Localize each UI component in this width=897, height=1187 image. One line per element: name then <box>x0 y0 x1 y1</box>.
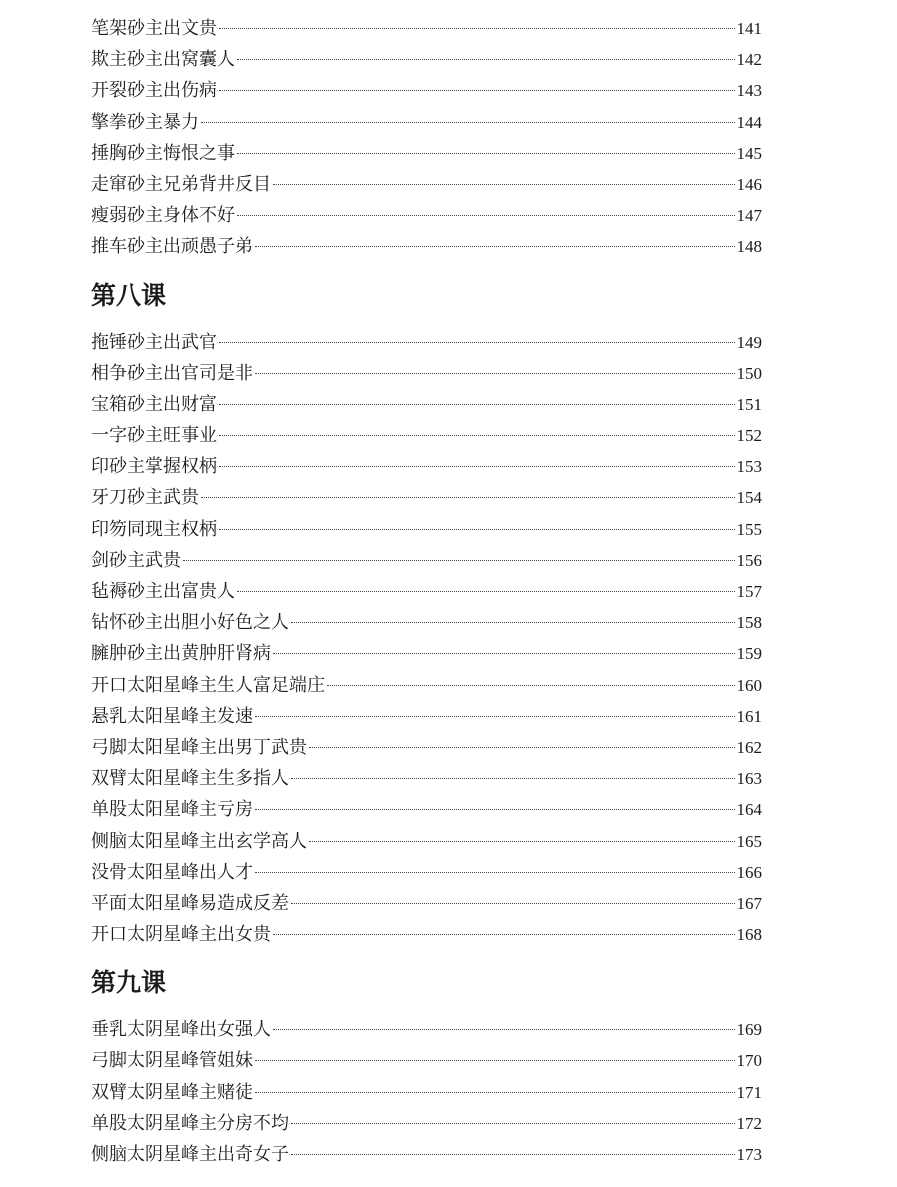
toc-entry-title: 开裂砂主出伤病 <box>91 80 217 102</box>
toc-entry-page: 157 <box>736 582 762 601</box>
dot-leader <box>255 809 735 810</box>
toc-entry[interactable] <box>91 13 762 44</box>
toc-entry-page: 164 <box>736 800 762 820</box>
toc-entry[interactable] <box>91 1139 762 1170</box>
toc-entry[interactable] <box>91 138 762 169</box>
toc-entry-page: 160 <box>736 675 762 695</box>
toc-entry[interactable] <box>91 857 762 888</box>
toc-entry[interactable] <box>91 1045 762 1076</box>
dot-leader <box>201 497 735 498</box>
toc-entry[interactable] <box>91 888 762 919</box>
toc-entry-title: 相争砂主出官司是非 <box>91 362 253 384</box>
dot-leader <box>201 122 735 123</box>
dot-leader <box>273 184 735 185</box>
toc-entry-page: 145 <box>736 143 762 163</box>
toc-entry-title: 印砂主掌握权柄 <box>91 456 217 478</box>
toc-entry-title: 一字砂主旺事业 <box>91 425 217 447</box>
toc-entry[interactable] <box>91 358 762 389</box>
toc-entry-title: 牙刀砂主武贵 <box>91 487 199 509</box>
toc-entry-page: 163 <box>736 769 762 789</box>
toc-entry-page: 143 <box>736 81 762 101</box>
dot-leader <box>273 934 735 935</box>
toc-entry[interactable] <box>91 670 762 701</box>
toc-entry[interactable] <box>91 545 762 576</box>
toc-entry-title: 双臂太阴星峰主赌徒 <box>91 1081 253 1103</box>
toc-entry-page: 158 <box>736 613 762 633</box>
toc-entry[interactable] <box>91 576 762 607</box>
toc-entry-title: 单股太阴星峰主分房不均 <box>91 1112 289 1134</box>
toc-entry[interactable] <box>91 514 762 545</box>
toc-entry-page: 168 <box>736 925 762 945</box>
toc-section-9 <box>91 1014 762 1170</box>
dot-leader <box>219 90 735 91</box>
toc-entry[interactable] <box>91 107 762 138</box>
toc-entry-title: 弓脚太阴星峰管姐妹 <box>91 1050 253 1072</box>
toc-entry[interactable] <box>91 231 762 262</box>
toc-entry-title: 剑砂主武贵 <box>91 549 181 571</box>
toc-entry[interactable] <box>91 701 762 732</box>
toc-entry-title: 捶胸砂主悔恨之事 <box>91 142 235 164</box>
toc-entry-title: 开口太阴星峰主出女贵 <box>91 924 271 946</box>
toc-entry-title: 宝箱砂主出财富 <box>91 393 217 415</box>
dot-leader <box>255 1092 735 1093</box>
dot-leader <box>183 560 735 561</box>
dot-leader <box>273 1029 735 1030</box>
dot-leader <box>255 246 735 247</box>
toc-entry[interactable] <box>91 1014 762 1045</box>
toc-entry-page: 147 <box>736 206 762 226</box>
section-heading: 第九课 <box>91 968 167 998</box>
toc-entry[interactable] <box>91 200 762 231</box>
toc-entry-page: 165 <box>736 831 762 851</box>
dot-leader <box>291 1154 735 1155</box>
dot-leader <box>237 215 735 216</box>
dot-leader <box>255 373 735 374</box>
dot-leader <box>219 342 735 343</box>
toc-entry[interactable] <box>91 482 762 513</box>
dot-leader <box>219 466 735 467</box>
dot-leader <box>273 653 735 654</box>
dot-leader <box>291 903 735 904</box>
toc-entry-title: 走窜砂主兄弟背井反目 <box>91 173 271 195</box>
toc-section-8 <box>91 327 762 951</box>
toc-entry-page: 156 <box>736 550 762 570</box>
dot-leader <box>327 685 735 686</box>
toc-entry-page: 151 <box>736 394 762 414</box>
toc-entry[interactable] <box>91 420 762 451</box>
toc-entry-title: 弓脚太阳星峰主出男丁武贵 <box>91 736 307 758</box>
toc-entry-title: 没骨太阳星峰出人才 <box>91 861 253 883</box>
toc-entry-page: 169 <box>736 1020 762 1040</box>
toc-entry[interactable] <box>91 75 762 106</box>
section-heading: 第八课 <box>91 280 167 310</box>
toc-entry[interactable] <box>91 919 762 950</box>
toc-entry[interactable] <box>91 169 762 200</box>
toc-entry-title: 开口太阳星峰主生人富足端庄 <box>91 674 325 696</box>
toc-entry-title: 瘦弱砂主身体不好 <box>91 205 235 227</box>
toc-entry-page: 152 <box>736 426 762 446</box>
dot-leader <box>237 153 735 154</box>
toc-entry-title: 拖锤砂主出武官 <box>91 331 217 353</box>
toc-entry[interactable] <box>91 44 762 75</box>
toc-entry[interactable] <box>91 389 762 420</box>
toc-entry[interactable] <box>91 1108 762 1139</box>
toc-entry-title: 笔架砂主出文贵 <box>91 18 217 39</box>
dot-leader <box>291 778 735 779</box>
dot-leader <box>309 841 735 842</box>
dot-leader <box>291 622 735 623</box>
dot-leader <box>219 404 735 405</box>
toc-entry-page: 166 <box>736 862 762 882</box>
toc-entry-title: 臃肿砂主出黄肿肝肾病 <box>91 643 271 665</box>
toc-entry[interactable] <box>91 327 762 358</box>
dot-leader <box>219 529 735 530</box>
toc-entry[interactable] <box>91 607 762 638</box>
toc-entry-title: 双臂太阳星峰主生多指人 <box>91 768 289 790</box>
toc-entry-page: 150 <box>736 363 762 383</box>
toc-group-continued <box>91 13 762 263</box>
dot-leader <box>237 591 735 592</box>
toc-entry-title: 悬乳太阳星峰主发速 <box>91 705 253 727</box>
dot-leader <box>255 1060 735 1061</box>
toc-entry[interactable] <box>91 732 762 763</box>
dot-leader <box>255 872 735 873</box>
toc-entry-title: 欺主砂主出窝囊人 <box>91 49 235 71</box>
toc-entry-page: 170 <box>736 1051 762 1071</box>
toc-entry[interactable] <box>91 451 762 482</box>
toc-entry-page: 159 <box>736 644 762 664</box>
toc-entry-title: 垂乳太阴星峰出女强人 <box>91 1019 271 1041</box>
toc-entry-title: 单股太阳星峰主亏房 <box>91 799 253 821</box>
toc-entry-page: 173 <box>736 1145 762 1164</box>
dot-leader <box>255 716 735 717</box>
dot-leader <box>219 28 735 29</box>
toc-entry-page: 171 <box>736 1082 762 1102</box>
dot-leader <box>219 435 735 436</box>
toc-entry-title: 侧脑太阴星峰主出奇女子 <box>91 1144 289 1165</box>
dot-leader <box>309 747 735 748</box>
toc-entry-title: 擎拳砂主暴力 <box>91 111 199 133</box>
toc-entry-title: 印笏同现主权柄 <box>91 518 217 540</box>
toc-entry-title: 钻怀砂主出胆小好色之人 <box>91 612 289 634</box>
toc-entry-page: 162 <box>736 737 762 757</box>
toc-entry-page: 153 <box>736 457 762 477</box>
toc-entry-page: 155 <box>736 519 762 539</box>
toc-entry-page: 142 <box>736 50 762 70</box>
toc-entry-page: 141 <box>736 19 762 38</box>
toc-entry-title: 毡褥砂主出富贵人 <box>91 581 235 602</box>
toc-entry-page: 149 <box>736 332 762 352</box>
toc-entry-page: 146 <box>736 174 762 194</box>
toc-entry[interactable] <box>91 826 762 857</box>
toc-entry[interactable] <box>91 1077 762 1108</box>
toc-entry[interactable] <box>91 763 762 794</box>
toc-entry-page: 144 <box>736 112 762 132</box>
toc-entry-title: 平面太阳星峰易造成反差 <box>91 892 289 914</box>
toc-entry-page: 167 <box>736 893 762 913</box>
toc-entry-title: 侧脑太阳星峰主出玄学高人 <box>91 830 307 852</box>
toc-entry-title: 推车砂主出顽愚子弟 <box>91 236 253 258</box>
toc-entry-page: 148 <box>736 237 762 257</box>
toc-entry-page: 172 <box>736 1113 762 1133</box>
toc-entry-page: 161 <box>736 706 762 726</box>
dot-leader <box>237 59 735 60</box>
toc-entry[interactable] <box>91 638 762 669</box>
toc-page <box>91 13 762 1170</box>
toc-entry[interactable] <box>91 794 762 825</box>
toc-entry-page: 154 <box>736 488 762 508</box>
dot-leader <box>291 1123 735 1124</box>
